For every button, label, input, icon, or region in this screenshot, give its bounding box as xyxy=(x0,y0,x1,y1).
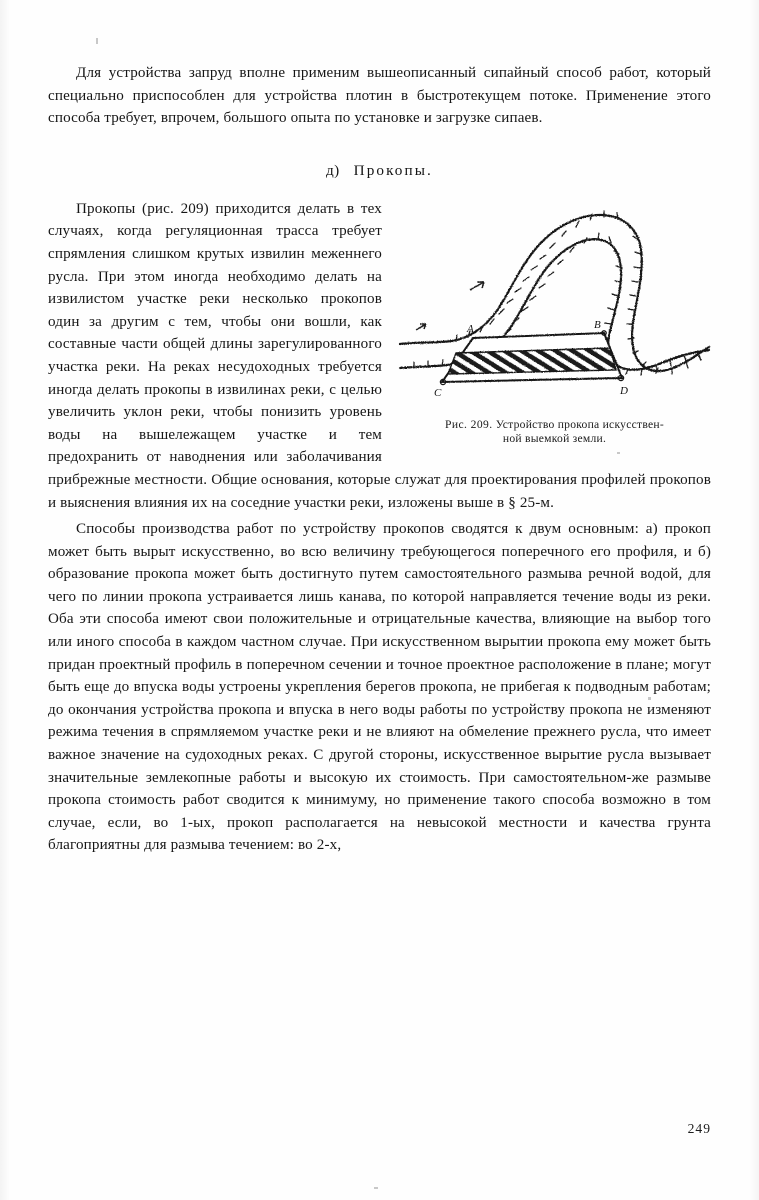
page-text-block xyxy=(48,62,711,1132)
river-cutoff-diagram xyxy=(398,202,711,414)
text-with-figure xyxy=(48,198,711,514)
figure-illustration xyxy=(398,202,711,414)
figure-number: Рис. 209. xyxy=(445,417,493,431)
figure-label-d: D xyxy=(620,384,628,397)
section-marker: д) xyxy=(326,161,340,179)
paragraph-prokopy: Прокопы (рис. 209) приходится делать в тех случаях, когда регуляционная трасса требует спрямления слишком крутых извилин меженнего русла. При этом иногда необходимо делать на извилистом участке реки несколько прокопов один за другим с тем, чтобы они вошли, как составные части общей длины зарегулированного участка реки. На реках несудоходных требуется иногда делать прокопы в извилинах реки, с целью увеличить уклон реки, чтобы понизить уровень воды на вышележащем участке и тем предохранить от наводнения или заболачивания прибрежные местности. Общие основания, которые служат для проектирования профилей прокопов и выяснения влияния их на соседние участки реки, изложены выше в § 25-м. xyxy=(48,200,711,511)
cut-hatching xyxy=(448,348,616,374)
figure-209 xyxy=(398,202,711,447)
figure-label-b: B xyxy=(594,318,601,331)
figure-caption xyxy=(398,418,711,447)
page-number: 249 xyxy=(687,1121,711,1136)
page-right-shadow xyxy=(749,0,759,1200)
scan-speck xyxy=(96,38,98,44)
section-title: Прокопы. xyxy=(353,161,433,179)
page-left-shadow xyxy=(0,0,10,1200)
figure-caption-line2: ной выемкой земли. xyxy=(502,432,607,446)
paragraph-methods: Способы производства работ по устройству прокопов сводятся к двум основным: а) прокоп может быть вырыт искусственно, во всю величину требующегося поперечного его профиля, и б) образование прокопа может быть достигнуто путем самостоятельного размыва речной водой, для чего по линии прокопа устраивается лишь канава, по которой направляется течение воды из реки. Оба эти способа имеют свои положительные и отрицательные качества, влияющие на выбор того или иного способа в каждом частном случае. При искусственном вырытии прокопа ему может быть придан проектный профиль в поперечном сечении и точное проектное расположение в плане; могут быть еще до впуска воды устроены укрепления берегов прокопа, не прибегая к подводным работам; до окончания устройства прокопа и впуска в него воды работы по устройству прокопа не изменяют режима течения в спрямляемом участке реки и не влияют на обмеление прежнего русла, что имеет важное значение на судоходных реках. С другой стороны, искусственное вырытие русла вызывает значительные землекопные работы и высокую их стоимость. При самостоятельном-же размыве прокопа стоимость работ сводится к минимуму, но применение такого способа возможно в том случае, если, во 1-ых, прокоп располагается на невысокой местности и качества грунта благоприятны для размыва течением: во 2-х, xyxy=(48,521,711,854)
figure-caption-line1: Устройство прокопа искусствен- xyxy=(495,417,664,431)
spacer xyxy=(48,130,711,146)
figure-label-a: A xyxy=(467,322,474,335)
paragraph-intro: Для устройства запруд вполне применим вышеописанный сипайный способ работ, который специально приспособлен для устройства плотин в быстротекущем потоке. Применение этого способа требует, впрочем, большого опыта по установке и загрузке сипаев. xyxy=(48,65,711,127)
scan-speck xyxy=(374,1187,378,1189)
figure-label-c: C xyxy=(434,386,442,399)
section-heading xyxy=(48,160,711,182)
